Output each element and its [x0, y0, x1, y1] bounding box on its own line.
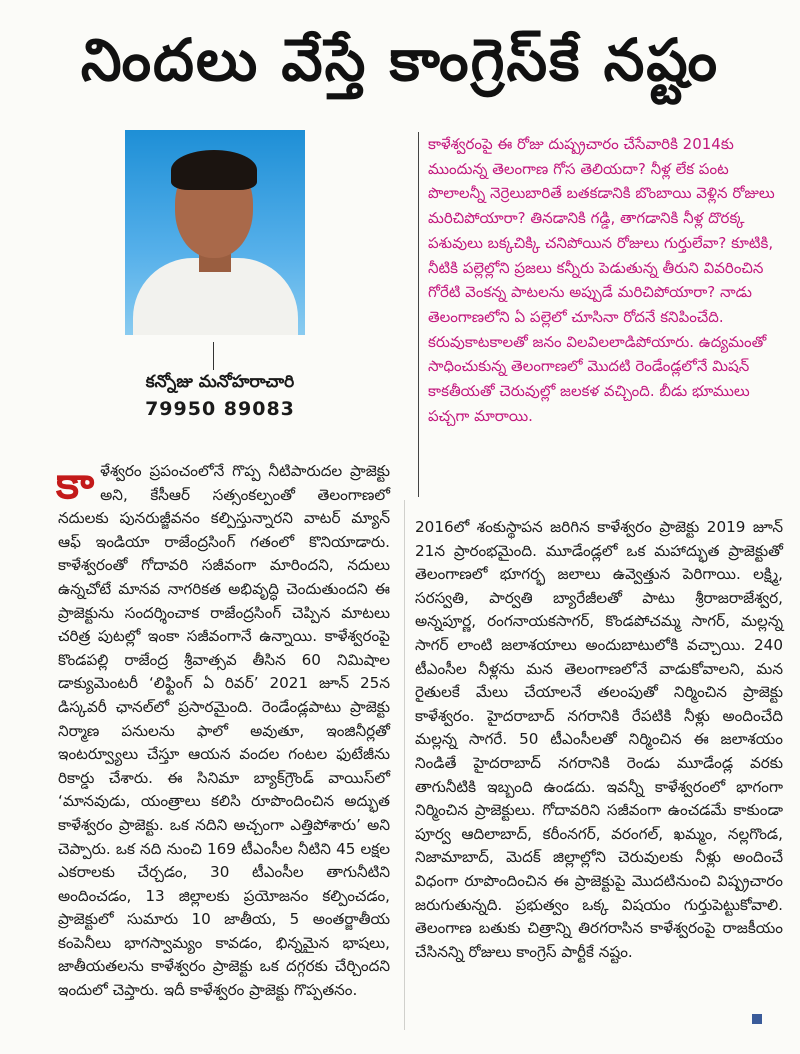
author-name: కన్నోజు మనోహరాచారి: [145, 372, 295, 392]
author-photo: [125, 130, 305, 335]
author-phone: 79950 89083: [145, 398, 295, 420]
end-mark-icon: [752, 1014, 762, 1024]
right-column: [415, 516, 783, 964]
right-column-text: 2016లో శంకుస్థాపన జరిగిన కాళేశ్వరం ప్రాజెక్టు 2019 జూన్ 21న ప్రారంభమైంది. మూడేండ్లలో ఒక మహాద్భుత ప్రాజెక్టుతో తెలంగాణలో భూగర్భ జలాలు ఉవ్వెత్తున పెరిగాయి. లక్ష్మి, సరస్వతి, పార్వతి బ్యారేజీలతో పాటు శ్రీరాజరాజేశ్వర, అన్నపూర్ణ, రంగనాయకసాగర్, కొండపోచమ్మ సాగర్, మల్లన్న సాగర్ లాంటి జలాశయాలు అందుబాటులోకి వచ్చాయి. 240 టీఎంసీల నీళ్లను మన తెలంగాణలోనే వాడుకోవాలని, మన రైతులకే మేలు చేయాలనే తలంపుతో నిర్మించిన ప్రాజెక్టు కాళేశ్వరం. హైదరాబాద్ నగరానికి రేపటికి నీళ్లు అందించేది మల్లన్న సాగరే. 50 టీఎంసీలతో నిర్మించిన ఈ జలాశయం నిండితే హైదరాబాద్ నగరానికి రెండు మూడేండ్ల వరకు తాగునీటికి ఇబ్బంది ఉండదు. ఇవన్నీ కాళేశ్వరంలో భాగంగా నిర్మించిన ప్రాజెక్టులు. గోదావరిని సజీవంగా ఉంచడమే కాకుండా పూర్వ ఆదిలాబాద్, కరీంనగర్, వరంగల్, ఖమ్మం, నల్లగొండ, నిజామాబాద్, మెదక్ జిల్లాల్లోని చెరువులకు నీళ్లు అందించే విధంగా రూపొందించిన ఈ ప్రాజెక్టుపై మొదటినుంచి విష్ప్రచారం జరుగుతున్నది. ప్రభుత్వం ఒక్క విషయం గుర్తుపెట్టుకోవాలి. తెలంగాణ బతుకు చిత్రాన్ని తిరగరాసిన కాళేశ్వరంపై రాజకీయం చేసినన్ని రోజులు కాంగ్రెస్ పార్టీకే నష్టం.: [415, 518, 783, 961]
headline: నిందలు వేస్తే కాంగ్రెస్‌కే నష్టం: [80, 26, 720, 94]
highlight-quote: కాళేశ్వరంపై ఈ రోజు దుష్ప్రచారం చేసేవారికి 2014కు ముందున్న తెలంగాణ గోస తెలియదా? నీళ్ల లేక పంట పొలాలన్నీ నెర్రెలుబారితే బతకడానికి బొంబాయి వెళ్లిన రోజులు మరిచిపోయారా? తినడానికి గడ్డి, తాగడానికి నీళ్ల దొరక్క పశువులు బక్కచిక్కి చనిపోయిన రోజులు గుర్తులేవా? కూటికి, నీటికి పల్లెల్లోని ప్రజలు కన్నీరు పెడుతున్న తీరుని వివరించిన గోరేటి వెంకన్న పాటలను అప్పుడే మరిచిపోయారా? నాడు తెలంగాణలోని ఏ పల్లెలో చూసినా రోదనే కనిపించేది. కరువుకాటకాలతో జనం విలవిలలాడిపోయారు. ఉద్యమంతో సాధించుకున్న తెలంగాణలో మొదటి రెండేండ్లలోనే మిషన్ కాకతీయతో చెరువుల్లో జలకళ వచ్చింది. బీడు భూములు పచ్చగా మారాయి.: [428, 135, 775, 425]
photo-connector-line: [213, 342, 214, 370]
left-column: [58, 460, 390, 1003]
dropcap: కా: [56, 458, 95, 509]
left-column-text: ళేశ్వరం ప్రపంచంలోనే గొప్ప నీటిపారుదల ప్రాజెక్టు అని, కేసీఆర్ సత్సంకల్పంతో తెలంగాణలో నదులకు పునరుజ్జీవనం కల్పిస్తున్నారని వాటర్ మ్యాన్ ఆఫ్ ఇండియా రాజేంద్రసింగ్ గతంలో కొనియాడారు. కాళేశ్వరంతో గోదావరి సజీవంగా మారిందని, నదులు ఉన్నచోటే మానవ నాగరికత అభివృద్ధి చెందుతుందని ఈ ప్రాజెక్టును సందర్శించాక రాజేంద్రసింగ్ చెప్పిన మాటలు చరిత్ర పుటల్లో ఇంకా సజీవంగానే ఉన్నాయి. కాళేశ్వరంపై కొండపల్లి రాజేంద్ర శ్రీవాత్సవ తీసిన 60 నిమిషాల డాక్యుమెంటరీ ‘లిఫ్టింగ్ ఏ రివర్’ 2021 జూన్ 25న డిస్కవరీ ఛానల్‌లో ప్రసారమైంది. రెండేండ్లపాటు ప్రాజెక్టు నిర్మాణ పనులను ఫాలో అవుతూ, ఇంజినీర్లతో ఇంటర్వ్యూలు చేస్తూ ఆయన వందల గంటల ఫుటేజీను రికార్డు చేశారు. ఈ సినిమా బ్యాక్‌గ్రౌండ్ వాయిస్‌లో ‘మానవుడు, యంత్రాలు కలిసి రూపొందించిన అద్భుత కాళేశ్వరం ప్రాజెక్టు. ఒక నదిని అచ్చంగా ఎత్తిపోశారు’ అని చెప్పారు. ఒక నది నుంచి 169 టీఎంసీల నీటిని 45 లక్షల ఎకరాలకు చేర్చడం, 30 టీఎంసీల తాగునీటిని అందించడం, 13 జిల్లాలకు ప్రయోజనం కల్పించడం, ప్రాజెక్టులో సుమారు 10 జాతీయ, 5 అంతర్జాతీయ కంపెనీలు భాగస్వామ్యం కావడం, భిన్నమైన భాషలు, జాతీయతలను కాళేశ్వరం ప్రాజెక్టు ఒక దగ్గరకు చేర్చిందని ఇందులో చెప్తారు. ఇదీ కాళేశ్వరం ప్రాజెక్టు గొప్పతనం.: [58, 462, 390, 1000]
column-divider: [404, 500, 405, 1030]
